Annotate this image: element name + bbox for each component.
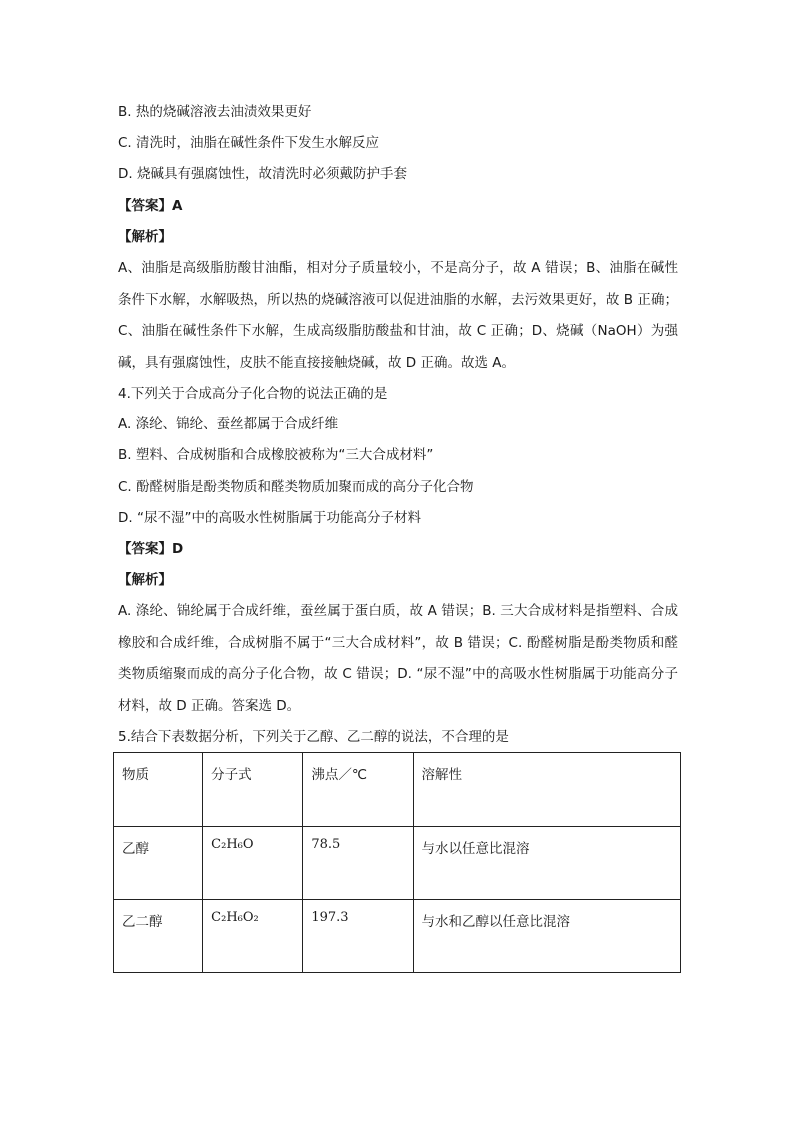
cell-formula: C₂H₆O: [203, 827, 303, 900]
table-header-row: [114, 753, 681, 827]
q4-option-a: A. 涤纶、锦纶、蚕丝都属于合成纤维: [118, 416, 339, 432]
q3-answer: 【答案】A: [118, 198, 183, 214]
cell-substance: 乙醇: [114, 827, 203, 900]
q4-stem: 4.下列关于合成高分子化合物的说法正确的是: [118, 386, 388, 402]
q4-answer: 【答案】D: [118, 541, 184, 557]
q3-option-c: C. 清洗时，油脂在碱性条件下发生水解反应: [118, 135, 380, 151]
table-row: [114, 900, 681, 973]
q4-option-c: C. 酚醛树脂是酚类物质和醛类物质加聚而成的高分子化合物: [118, 479, 474, 495]
table-row: [114, 827, 681, 900]
cell-solubility: 与水和乙醇以任意比混溶: [413, 900, 680, 973]
header-solubility: 溶解性: [413, 753, 680, 827]
q3-analysis-label: 【解析】: [118, 229, 172, 245]
cell-solubility: 与水以任意比混溶: [413, 827, 680, 900]
q5-stem: 5.结合下表数据分析，下列关于乙醇、乙二醇的说法，不合理的是: [118, 729, 509, 745]
cell-formula: C₂H₆O₂: [203, 900, 303, 973]
q4-option-d: D. “尿不湿”中的高吸水性树脂属于功能高分子材料: [118, 510, 421, 526]
header-formula: 分子式: [203, 753, 303, 827]
cell-boiling-point: 197.3: [303, 900, 413, 973]
header-substance: 物质: [114, 753, 203, 827]
q4-analysis-label: 【解析】: [118, 572, 172, 588]
cell-boiling-point: 78.5: [303, 827, 413, 900]
q4-option-b: B. 塑料、合成树脂和合成橡胶被称为“三大合成材料”: [118, 447, 434, 463]
q5-data-table: [113, 752, 681, 973]
q3-option-d: D. 烧碱具有强腐蚀性，故清洗时必须戴防护手套: [118, 166, 407, 182]
q4-analysis-text: A. 涤纶、锦纶属于合成纤维，蚕丝属于蛋白质，故 A 错误；B. 三大合成材料是指塑料、合成橡胶和合成纤维，合成树脂不属于“三大合成材料”，故 B 错误；C. 酚醛树脂是酚类物质和醛类物质缩聚而成的高分子化合物，故 C 错误；D. “尿不湿”中的高吸水性树脂属于功能高分子材料，故 D 正确。答案选 D。: [118, 603, 678, 714]
header-boiling-point: 沸点／℃: [303, 753, 413, 827]
q3-analysis-text: A、油脂是高级脂肪酸甘油酯，相对分子质量较小，不是高分子，故 A 错误；B、油脂在碱性条件下水解，水解吸热，所以热的烧碱溶液可以促进油脂的水解，去污效果更好，故 B 正确；C、油脂在碱性条件下水解，生成高级脂肪酸盐和甘油，故 C 正确；D、烧碱（NaOH）为强碱，具有强腐蚀性，皮肤不能直接接触烧碱，故 D 正确。故选 A。: [118, 260, 678, 371]
cell-substance: 乙二醇: [114, 900, 203, 973]
q3-option-b: B. 热的烧碱溶液去油渍效果更好: [118, 104, 312, 120]
